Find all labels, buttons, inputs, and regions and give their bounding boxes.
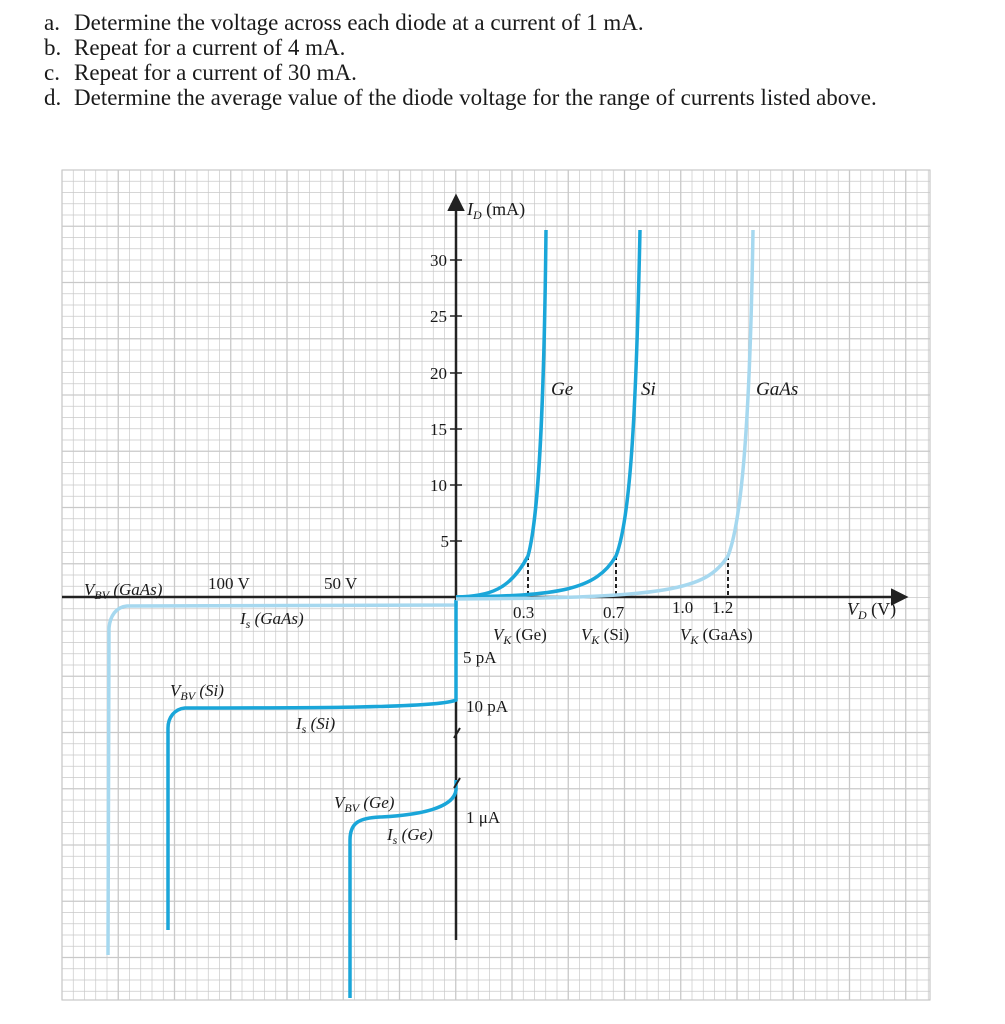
- grid-background: [62, 170, 930, 1000]
- breakdown-label-gaas: $V_{BV}$ (GaAs): [84, 580, 163, 602]
- y-tick-label-15: 15: [430, 420, 447, 439]
- question-text: Repeat for a current of 4 mA.: [74, 35, 346, 60]
- series-label-ge: Ge: [551, 379, 574, 400]
- saturation-current-ge: 1 μA: [466, 808, 501, 827]
- saturation-label-ge: $I_s$ (Ge): [387, 825, 433, 847]
- y-axis-label: $I_D$ (mA): [467, 199, 526, 222]
- question-label: c.: [44, 60, 60, 85]
- question-text: Determine the average value of the diode voltage for the range of currents listed above.: [74, 85, 877, 110]
- y-tick-label-20: 20: [430, 364, 447, 383]
- question-text: Repeat for a current of 30 mA.: [74, 60, 357, 85]
- knee-label-si: $V_K$ (Si): [581, 625, 630, 647]
- breakdown-label-ge: $V_{BV}$ (Ge): [334, 793, 395, 815]
- series-label-si: Si: [641, 379, 656, 400]
- series-label-gaas: GaAs: [756, 379, 799, 400]
- x-tick-label-1.2: 1.2: [712, 598, 734, 617]
- knee-label-gaas: $V_K$ (GaAs): [680, 625, 753, 647]
- knee-label-ge: $V_K$ (Ge): [493, 625, 547, 647]
- question-label: b.: [44, 35, 62, 60]
- saturation-current-gaas: 5 pA: [463, 648, 497, 667]
- saturation-label-si: $I_s$ (Si): [296, 714, 336, 736]
- breakdown-label-si: $V_{BV}$ (Si): [170, 681, 224, 703]
- x-tick-label-1.0: 1.0: [672, 598, 694, 617]
- x-axis-label: $V_D$ (V): [847, 599, 897, 622]
- y-tick-label-10: 10: [430, 476, 447, 495]
- y-tick-label-5: 5: [440, 532, 449, 551]
- reverse-label-100v: 100 V: [208, 574, 250, 593]
- x-tick-label-0.7: 0.7: [603, 603, 625, 622]
- x-tick-label-0.3: 0.3: [513, 603, 535, 622]
- question-label: a.: [44, 10, 60, 35]
- y-tick-label-30: 30: [430, 251, 447, 270]
- y-tick-label-25: 25: [430, 307, 447, 326]
- question-text: Determine the voltage across each diode at a current of 1 mA.: [74, 10, 644, 35]
- reverse-label-50v: 50 V: [324, 574, 358, 593]
- saturation-current-si: 10 pA: [466, 697, 509, 716]
- question-label: d.: [44, 85, 62, 110]
- saturation-label-gaas: $I_s$ (GaAs): [240, 609, 304, 631]
